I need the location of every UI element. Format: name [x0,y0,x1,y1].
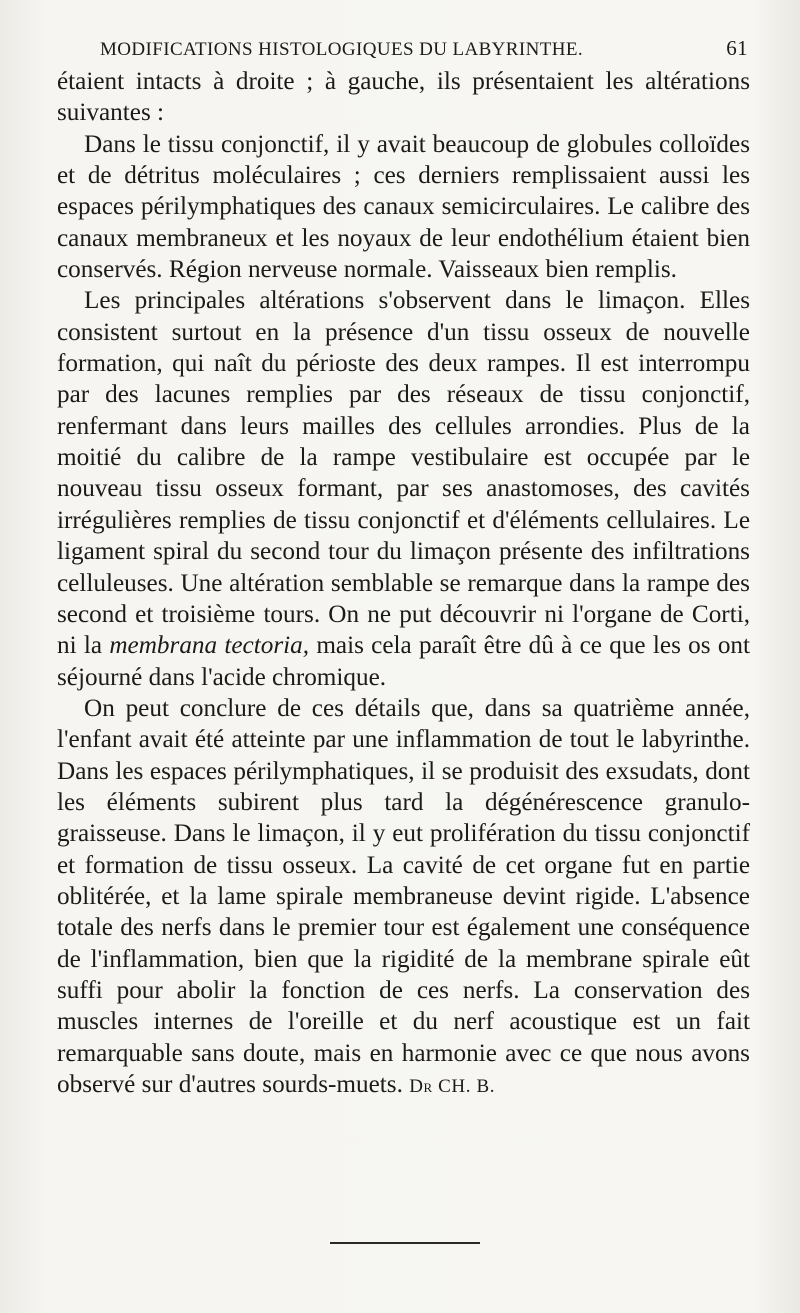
paragraph-conclusion [57,693,750,1102]
italic-term: membrana tectoria, [109,632,310,660]
body-text [57,66,750,1102]
paragraph-tissu-conjonctif: Dans le tissu conjonctif, il y avait beaucoup de globules colloïdes et de détritus moléculaires ; ces derniers remplissaient aussi les espaces périlymphatiques des canaux semicirculaires. Le calibre des canaux membraneux et les noyaux de leur endothélium étaient bien conservés. Région nerveuse normale. Vaisseaux bien remplis. [57,130,750,284]
page-number: 61 [726,36,748,60]
author-signature: Dr CH. B. [409,1076,496,1097]
running-head [100,36,748,61]
paragraph-limacon-end: mais cela paraît être dû à ce que les os ont séjourné dans l'acide chromique. [57,632,751,691]
running-title: MODIFICATIONS HISTOLOGIQUES DU LABYRINTHE. [100,39,583,60]
paragraph-limacon-text: Les principales altérations s'observent dans le limaçon. Elles consistent surtout en la présence d'un tissu osseux de nouvelle formation, qui naît du périoste des deux rampes. Il est interrompu par des lacunes remplies par des réseaux de tissu conjonctif, renfermant dans leurs mailles des cellules arrondies. Plus de la moitié du calibre de la rampe vestibulaire est occupée par le nouveau tissu osseux formant, par ses anastomoses, des cavités irrégulières remplies de tissu conjonctif et d'éléments cellulaires. Le ligament spiral du second tour du limaçon présente des infiltrations celluleuses. Une altération semblable se remarque dans la rampe des second et troisième tours. On ne put découvrir ni l'organe de Corti, ni la [57,287,750,660]
paragraph-continuation: étaient intacts à droite ; à gauche, ils présentaient les altérations suivantes : [57,68,750,127]
paragraph-limacon [57,285,750,692]
paragraph-conclusion-text: On peut conclure de ces détails que, dans sa quatrième année, l'enfant avait été atteinte par une inflammation de tout le labyrinthe. Dans les espaces périlymphatiques, il se produisit des exsudats, dont les éléments subirent plus tard la dégénérescence granulo-graisseuse. Dans le limaçon, il y eut prolifération du tissu conjonctif et formation de tissu osseux. La cavité de cet organe fut en partie oblitérée, et la lame spirale membraneuse devint rigide. L'absence totale des nerfs dans le premier tour est également une conséquence de l'inflammation, bien que la rigidité de la membrane spirale eût suffi pour abolir la fonction de ces nerfs. La conservation des muscles internes de l'oreille et du nerf acoustique est un fait remarquable sans doute, mais en harmonie avec ce que nous avons observé sur d'autres sourds-muets. [57,694,750,1098]
closing-rule [330,1242,480,1244]
